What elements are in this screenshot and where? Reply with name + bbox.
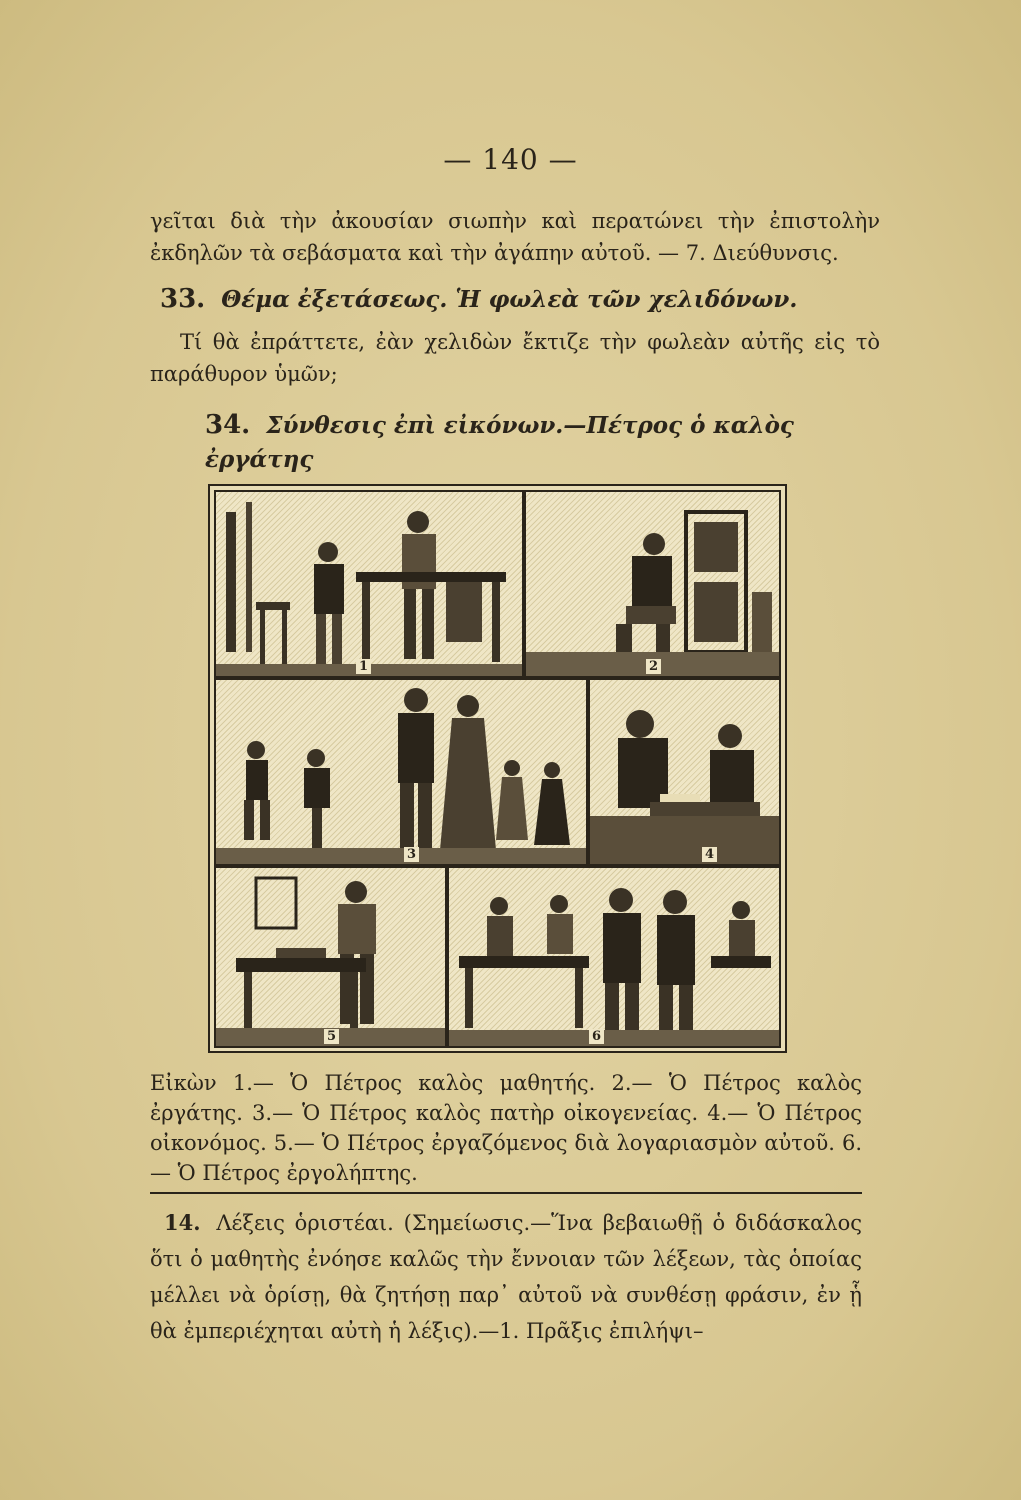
section-33-heading (160, 282, 880, 317)
panel-4-number: 4 (702, 847, 717, 862)
section-33-title: Θέμα ἐξετάσεως. Ἡ φωλεὰ τῶν χελιδόνων. (221, 286, 798, 313)
panel-3-drawing (216, 680, 586, 864)
panel-3-family (214, 678, 588, 866)
section-33-body: Τί θὰ ἐπράττετε, ἐὰν χελιδὼν ἔκτιζε τὴν φωλεὰν αὐτῆς εἰς τὸ παράθυρον ὑμῶν; (150, 330, 880, 386)
section-34-heading (205, 408, 845, 477)
intro-paragraph: γεῖται διὰ τὴν ἀκουσίαν σιωπὴν καὶ περατώνει τὴν ἐπιστολὴν ἐκδηλῶν τὰ σεβάσματα καὶ τὴν ἀγάπην αὐτοῦ. — 7. Διεύθυνσις. (150, 209, 880, 265)
panel-6-contractor (447, 866, 781, 1048)
panel-5-carpenter (214, 866, 447, 1048)
panel-5-number: 5 (324, 1029, 339, 1044)
panel-2-number: 2 (646, 659, 661, 674)
panel-1-drawing (216, 492, 522, 676)
illustration-figure (208, 484, 787, 1053)
panel-3-number: 3 (404, 847, 419, 862)
section-33-number: 33. (160, 284, 206, 314)
panel-6-number: 6 (589, 1029, 604, 1044)
panel-6-drawing (449, 868, 779, 1046)
panel-2-door (524, 490, 781, 678)
section-34-title: Σύνθεσις ἐπὶ εἰκόνων.—Πέτρος ὁ καλὸς ἐργάτης (205, 412, 794, 473)
divider-rule (150, 1192, 862, 1194)
panel-1-workshop (214, 490, 524, 678)
panel-4-desk (588, 678, 781, 866)
lesson-14-paragraph (150, 1205, 862, 1349)
page-number: — 140 — (443, 143, 578, 176)
panel-2-drawing (526, 492, 779, 676)
lesson-14-body: (Σημείωσις.—Ἵνα βεβαιωθῇ ὁ διδάσκαλος ὅτι ὁ μαθητὴς ἐνόησε καλῶς τὴν ἔννοιαν τῶν λέξεων, τὰς ὁποίας μέλλει νὰ ὁρίσῃ, θὰ ζητήσῃ παρ᾽ αὐτοῦ νὰ συνθέσῃ φράσιν, ἐν ᾗ θὰ ἐμπεριέχηται αὐτὴ ἡ λέξις).—1. Πρᾶξις ἐπιλήψι– (150, 1211, 862, 1343)
lesson-14-number: 14. (164, 1210, 201, 1235)
panel-1-number: 1 (356, 659, 371, 674)
panel-5-drawing (216, 868, 445, 1046)
panel-4-drawing (590, 680, 779, 864)
figure-caption: Εἰκὼν 1.— Ὁ Πέτρος καλὸς μαθητής. 2.— Ὁ Πέτρος καλὸς ἐργάτης. 3.— Ὁ Πέτρος καλὸς πατὴρ οἰκογενείας. 4.— Ὁ Πέτρος οἰκονόμος. 5.— Ὁ Πέτρος ἐργαζόμενος διὰ λογαριασμὸν αὐτοῦ. 6.— Ὁ Πέτρος ἐργολήπτης. (150, 1071, 862, 1185)
lesson-14-title: Λέξεις ὁριστέαι. (216, 1211, 394, 1235)
section-34-number: 34. (205, 410, 251, 440)
